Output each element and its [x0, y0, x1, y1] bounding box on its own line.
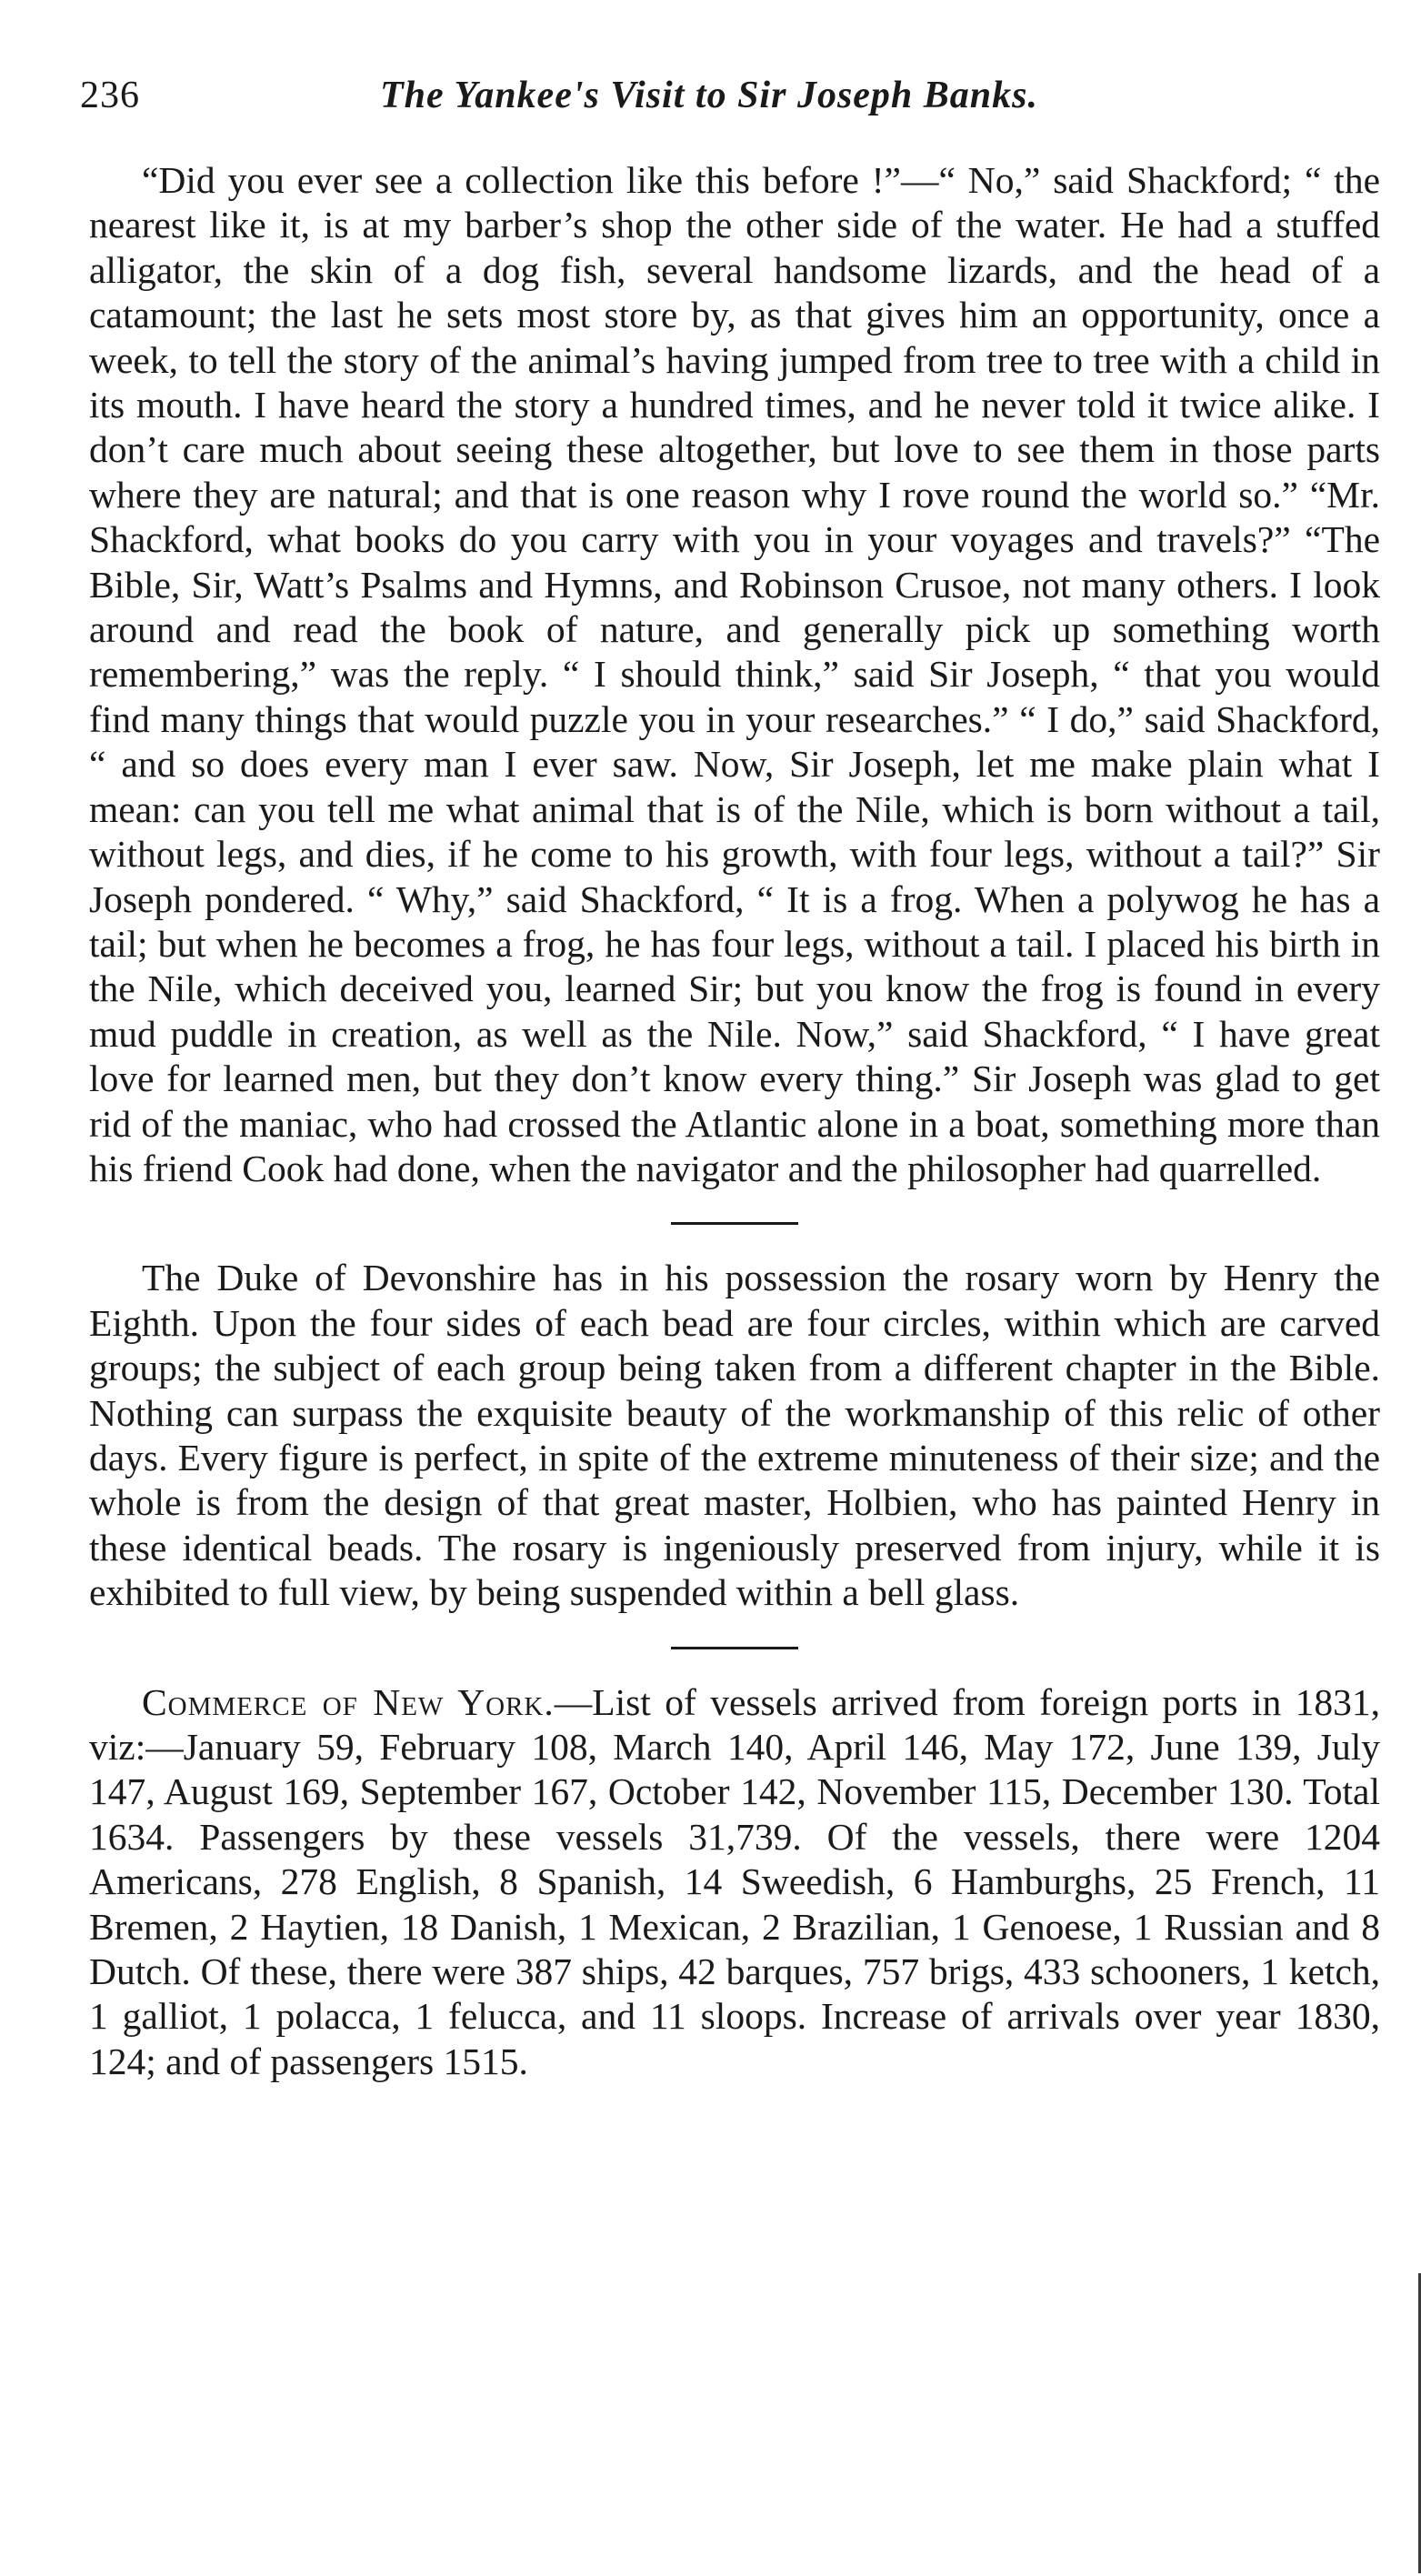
commerce-heading: Commerce of New York.	[142, 1680, 555, 1723]
page-number: 236	[80, 75, 140, 116]
article-rosary: The Duke of Devonshire has in his possession the rosary worn by Henry the Eighth. Upon the four sides of each bead are four circles, within which are carved groups; the subject of each group being taken from a different chapter in the Bible. Nothing can surpass the exquisite beauty of the workmanship of this relic of other days. Every figure is perfect, in spite of the extreme minuteness of their size; and the whole is from the design of that great master, Holbien, who has painted Henry in these identical beads. The rosary is ingeniously preserved from injury, while it is exhibited to full view, by being suspended within a bell glass.	[89, 1257, 1380, 1614]
section-divider	[671, 1647, 798, 1649]
article-yankee-visit: “Did you ever see a collection like this before !”—“ No,” said Shackford; “ the nearest like it, is at my barber’s shop the other side of the water. He had a stuffed alligator, the skin of a dog fish, several handsome lizards, and the head of a catamount; the last he sets most store by, as that gives him an opportunity, once a week, to tell the story of the animal’s having jumped from tree to tree with a child in its mouth. I have heard the story a hundred times, and he never told it twice alike. I don’t care much about seeing these altogether, but love to see them in those parts where they are natural; and that is one reason why I rove round the world so.” “Mr. Shackford, what books do you carry with you in your voyages and travels?” “The Bible, Sir, Watt’s Psalms and Hymns, and Robinson Crusoe, not many others. I look around and read the book of nature, and generally pick up something worth remembering,” was the reply. “ I should think,” said Sir Joseph, “ that you would find many things that would puzzle you in your researches.” “ I do,” said Shackford, “ and so does every man I ever saw. Now, Sir Joseph, let me make plain what I mean: can you tell me what animal that is of the Nile, which is born without a tail, without legs, and dies, if he come to his growth, with four legs, without a tail?” Sir Joseph pondered. “ Why,” said Shackford, “ It is a frog. When a polywog he has a tail; but when he becomes a frog, he has four legs, without a tail. I placed his birth in the Nile, which deceived you, learned Sir; but you know the frog is found in every mud puddle in creation, as well as the Nile. Now,” said Shackford, “ I have great love for learned men, but they don’t know every thing.” Sir Joseph was glad to get rid of the maniac, who had crossed the Atlantic alone in a boat, something more than his friend Cook had done, when the navigator and the philosopher had quarrelled.	[89, 159, 1380, 1189]
section-divider	[671, 1222, 798, 1225]
page	[80, 64, 1380, 2084]
running-title: The Yankee's Visit to Sir Joseph Banks.	[380, 75, 1039, 116]
article-commerce	[89, 1680, 1380, 2085]
commerce-text: —List of vessels arrived from foreign ports in 1831, viz:—January 59, February 108, March 140, April 146, May 172, June 139, July 147, August 169, September 167, October 142, November 115, December 130. Total 1634. Passengers by these vessels 31,739. Of the vessels, there were 1204 Americans, 278 English, 8 Spanish, 14 Sweedish, 6 Hamburghs, 25 French, 11 Bremen, 2 Haytien, 18 Danish, 1 Mexican, 2 Brazilian, 1 Genoese, 1 Russian and 8 Dutch. Of these, there were 387 ships, 42 barques, 757 brigs, 433 schooners, 1 ketch, 1 galliot, 1 polacca, 1 felucca, and 11 sloops. Increase of arrivals over year 1830, 124; and of passengers 1515.	[89, 1680, 1380, 2082]
running-head	[80, 64, 1380, 127]
